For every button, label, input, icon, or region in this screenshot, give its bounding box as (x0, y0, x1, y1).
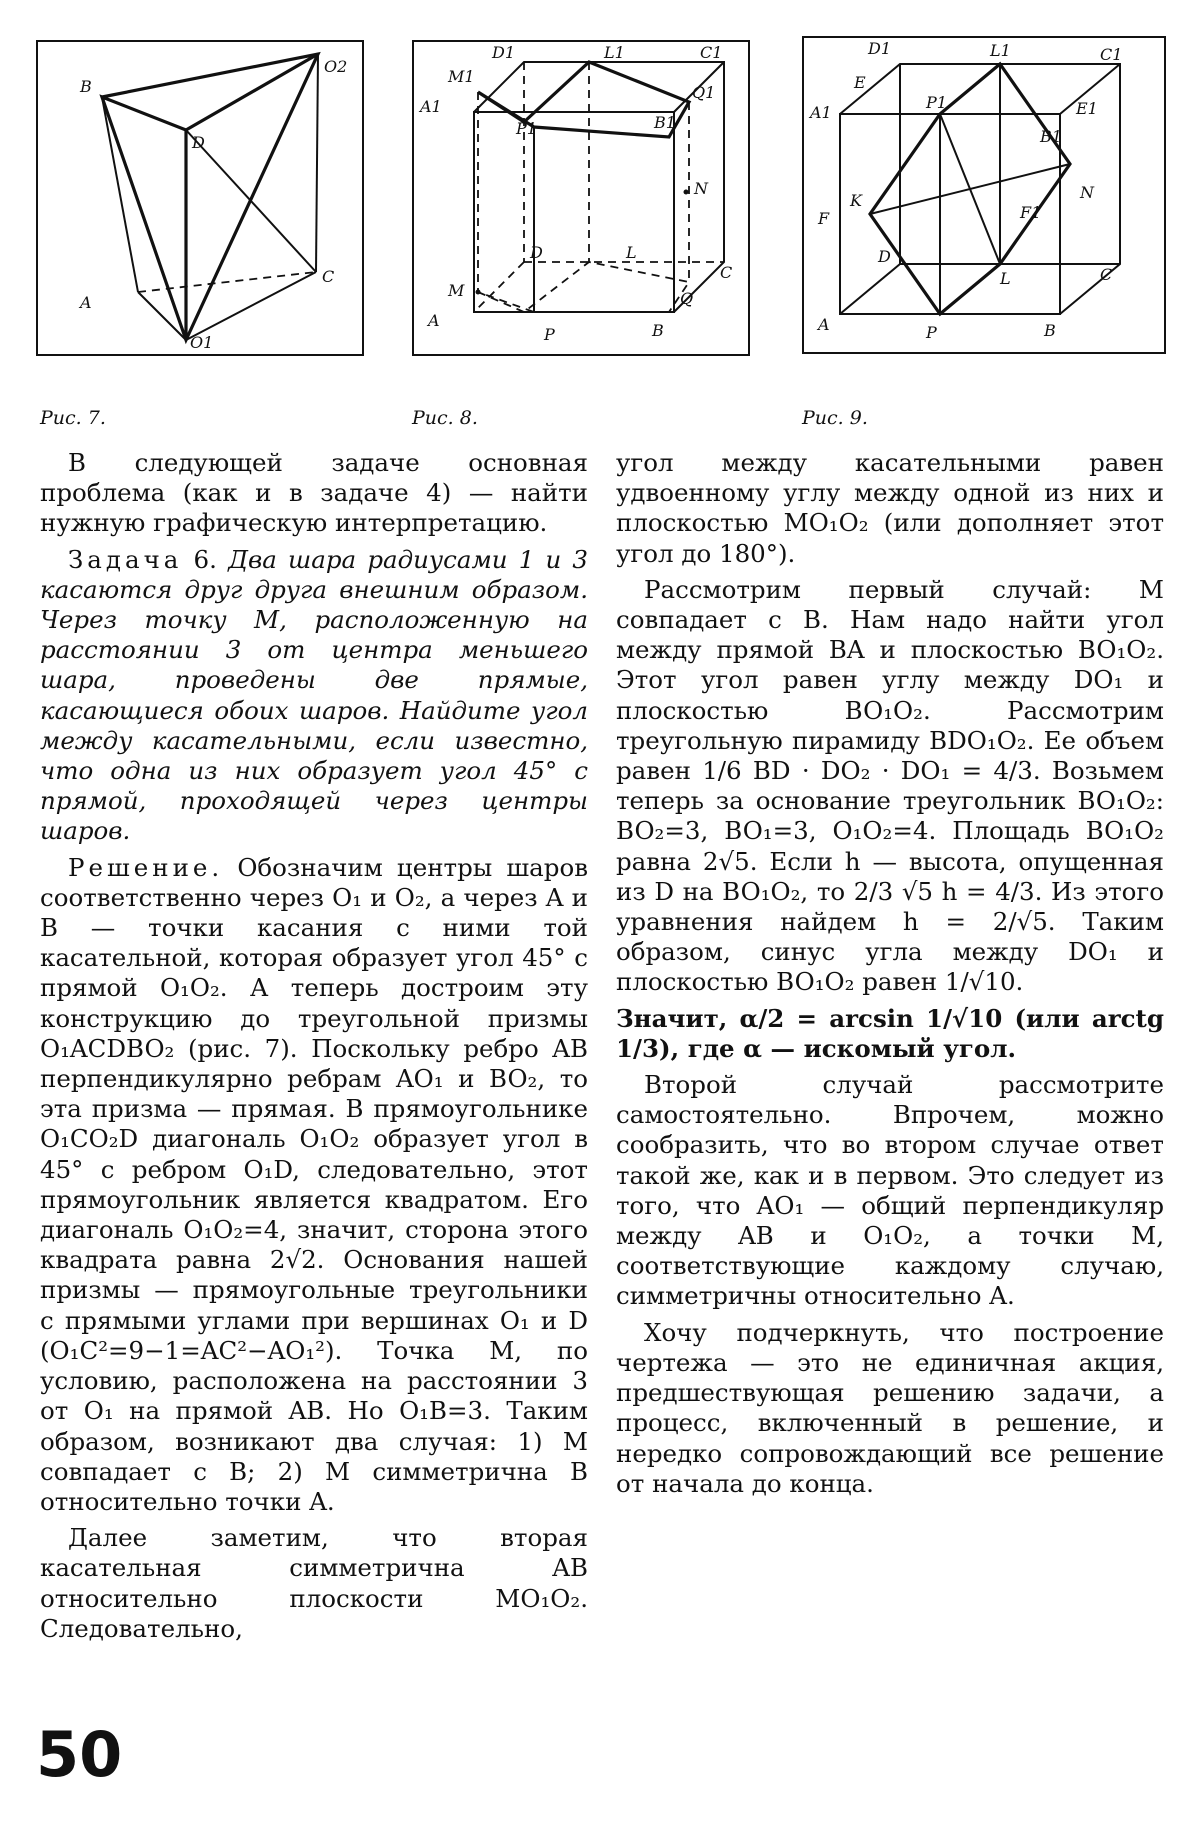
fig8-label-d1: D1 (492, 43, 516, 62)
fig8-label-q1: Q1 (692, 83, 716, 102)
figure-7-diagram (38, 42, 362, 354)
fig7-label-c: C (322, 267, 335, 286)
right-conclusion: Значит, α/2 = arcsin 1/√10 (или arctg 1/3), где α — искомый угол. (616, 1003, 1164, 1063)
fig9-label-c: C (1100, 265, 1113, 284)
fig8-label-a1: A1 (420, 97, 442, 116)
fig8-label-n: N (694, 179, 708, 198)
figure-9-diagram (804, 38, 1164, 352)
figure-8-diagram (414, 42, 748, 354)
fig7-label-b: B (80, 77, 92, 96)
figure-7 (36, 40, 364, 356)
right-paragraph-4: Хочу подчеркнуть, что построение чертежа — это не единичная акция, предшествующая решению задачи, а процесс, включенный в решение, и нередко сопровождающий все решение от начала до конца. (616, 1317, 1164, 1498)
fig9-label-b: B (1044, 321, 1056, 340)
fig8-label-c1: C1 (700, 43, 723, 62)
fig9-label-n: N (1080, 183, 1094, 202)
fig8-label-c: C (720, 263, 733, 282)
right-column (616, 448, 1164, 1505)
fig8-label-l1: L1 (604, 43, 625, 62)
fig8-label-q: Q (680, 289, 694, 308)
fig7-label-a: A (80, 293, 92, 312)
fig9-label-l1: L1 (990, 41, 1011, 60)
figure-9 (802, 36, 1166, 354)
right-paragraph-2: Рассмотрим первый случай: M совпадает с B. Нам надо найти угол между прямой BA и плоскостью BO₁O₂. Этот угол равен углу между DO₁ и плоскостью BO₁O₂. Рассмотрим треугольную пирамиду BDO₁O₂. Ее объем равен 1/6 BD · DO₂ · DO₁ = 4/3. Возьмем теперь за основание треугольник BO₁O₂: BO₂=3, BO₁=3, O₁O₂=4. Площадь BO₁O₂ равна 2√5. Если h — высота, опущенная из D на BO₁O₂, то 2/3 √5 h = 4/3. Из этого уравнения найдем h = 2/√5. Таким образом, синус угла между DO₁ и плоскостью BO₁O₂ равен 1/√10. (616, 574, 1164, 997)
fig9-label-a1: A1 (810, 103, 832, 122)
solution-paragraph (40, 853, 588, 1517)
intro-paragraph: В следующей задаче основная проблема (как и в задаче 4) — найти нужную графическую интерпретацию. (40, 448, 588, 538)
fig9-label-f1: F1 (1020, 203, 1042, 222)
fig8-label-m1: M1 (448, 67, 475, 86)
fig7-label-o1: O1 (190, 333, 214, 352)
fig9-label-k: K (850, 191, 862, 210)
left-column (40, 448, 588, 1650)
task-text: Два шара радиусами 1 и 3 касаются друг друга внешним образом. Через точку М, расположенную на расстоянии 3 от центра меньшего шара, проведены две прямые, касающиеся обоих шаров. Найдите угол между касательными, если известно, что одна из них образует угол 45° с прямой, проходящей через центры шаров. (40, 544, 588, 846)
fig9-label-p: P (926, 323, 937, 342)
fig8-label-b: B (652, 321, 664, 340)
fig9-label-e1: E1 (1076, 99, 1098, 118)
task-label: Задача (68, 544, 183, 574)
fig9-label-f: F (818, 209, 830, 228)
fig7-label-o2: O2 (324, 57, 348, 76)
right-paragraph-3: Второй случай рассмотрите самостоятельно. Впрочем, можно сообразить, что во втором случае ответ такой же, как и в первом. Это следует из того, что AO₁ — общий перпендикуляр между AB и O₁O₂, а точки M, соответствующие каждому случаю, симметричны относительно A. (616, 1070, 1164, 1311)
fig8-label-d: D (530, 243, 543, 262)
figure-7-caption: Рис. 7. (40, 407, 106, 429)
task-number: 6. (193, 544, 217, 574)
fig8-label-p1: P1 (516, 119, 537, 138)
fig8-label-a: A (428, 311, 440, 330)
figure-8 (412, 40, 750, 356)
fig9-label-d1: D1 (868, 39, 892, 58)
fig8-label-p: P (544, 325, 555, 344)
fig9-label-l: L (1000, 269, 1011, 288)
fig7-label-d: D (192, 133, 205, 152)
solution-text: Обозначим центры шаров соответственно через O₁ и O₂, а через A и B — точки касания с ними той касательной, которая образует угол 45° с прямой O₁O₂. А теперь достроим эту конструкцию до треугольной призмы O₁ACDBO₂ (рис. 7). Поскольку ребро AB перпендикулярно ребрам AO₁ и BO₂, то эта призма — прямая. В прямоугольнике O₁CO₂D диагональ O₁O₂ образует угол в 45° с ребром O₁D, следовательно, этот прямоугольник является квадратом. Его диагональ O₁O₂=4, значит, сторона этого квадрата равна 2√2. Основания нашей призмы — прямоугольные треугольники с прямыми углами при вершинах O₁ и D (O₁C²=9−1=AC²−AO₁²). Точка M, по условию, расположена на расстоянии 3 от O₁ на прямой AB. Но O₁B=3. Таким образом, возникают два случая: 1) M совпадает с B; 2) M симметрична B относительно точки A. (40, 852, 588, 1516)
fig9-label-c1: C1 (1100, 45, 1123, 64)
fig9-label-d: D (878, 247, 891, 266)
page-number: 50 (36, 1718, 123, 1791)
solution-label: Решение. (68, 852, 224, 882)
figure-9-caption: Рис. 9. (802, 407, 868, 429)
fig9-label-a: A (818, 315, 830, 334)
figure-8-caption: Рис. 8. (412, 407, 478, 429)
right-paragraph-1: угол между касательными равен удвоенному углу между одной из них и плоскостью MO₁O₂ (или дополняет этот угол до 180°). (616, 448, 1164, 568)
fig9-label-p1: P1 (926, 93, 947, 112)
fig8-label-l: L (626, 243, 637, 262)
fig9-label-b1: B1 (1040, 127, 1062, 146)
fig8-label-m: M (448, 281, 465, 300)
fig8-label-b1: B1 (654, 113, 676, 132)
left-paragraph-2: Далее заметим, что вторая касательная симметрична AB относительно плоскости MO₁O₂. Следовательно, (40, 1523, 588, 1643)
task-paragraph (40, 545, 588, 847)
fig9-label-e: E (854, 73, 866, 92)
